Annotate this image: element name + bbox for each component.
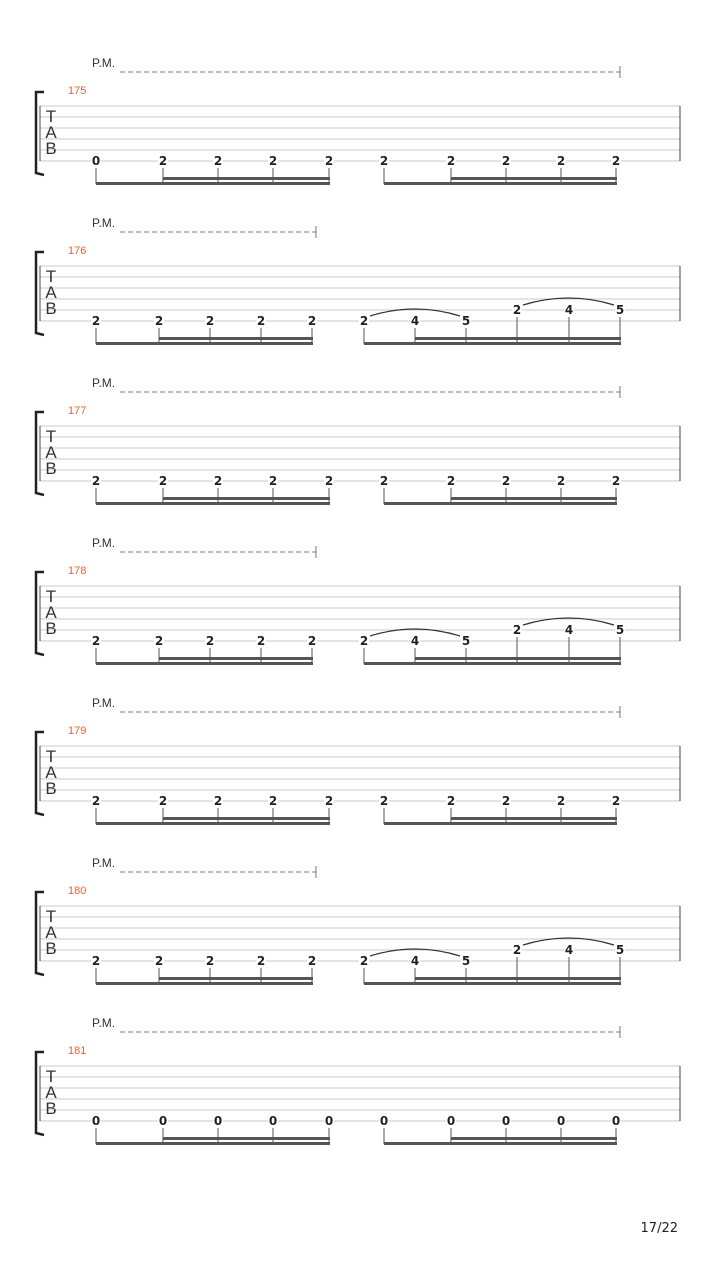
fret-number: 2 <box>359 314 369 328</box>
fret-number: 2 <box>205 634 215 648</box>
tab-system <box>36 696 680 825</box>
measure-number: 178 <box>68 565 87 577</box>
fret-number: 5 <box>461 314 471 328</box>
fret-number: 2 <box>446 474 456 488</box>
clef-letter-b: B <box>45 459 57 478</box>
fret-number: 0 <box>213 1114 223 1128</box>
fret-number: 2 <box>324 154 334 168</box>
fret-number: 2 <box>307 314 317 328</box>
fret-number: 2 <box>91 314 101 328</box>
measure-number: 175 <box>68 85 87 97</box>
palm-mute-label: P.M. <box>92 536 116 550</box>
tab-system <box>36 216 680 345</box>
fret-number: 0 <box>91 1114 101 1128</box>
fret-number: 4 <box>410 634 420 648</box>
beam-primary <box>384 822 617 825</box>
beam-primary <box>364 342 621 345</box>
fret-number: 4 <box>564 303 574 317</box>
fret-number: 2 <box>213 474 223 488</box>
fret-number: 2 <box>91 474 101 488</box>
beam-secondary <box>415 977 621 980</box>
beam-secondary <box>159 977 313 980</box>
fret-number: 2 <box>268 154 278 168</box>
clef-letter-a: A <box>45 123 57 142</box>
measure-number: 176 <box>68 245 87 257</box>
fret-number: 0 <box>556 1114 566 1128</box>
palm-mute-label: P.M. <box>92 216 116 230</box>
tab-system <box>36 1016 680 1145</box>
palm-mute-label: P.M. <box>92 696 116 710</box>
fret-number: 2 <box>512 623 522 637</box>
clef-letter-b: B <box>45 139 57 158</box>
fret-number: 2 <box>154 954 164 968</box>
tab-system <box>36 536 680 665</box>
fret-number: 0 <box>91 154 101 168</box>
fret-number: 5 <box>615 943 625 957</box>
clef-letter-t: T <box>45 1067 57 1086</box>
beam-secondary <box>451 1137 617 1140</box>
beam-secondary <box>163 1137 330 1140</box>
clef-letter-a: A <box>45 603 57 622</box>
beam-primary <box>96 822 330 825</box>
fret-number: 5 <box>615 623 625 637</box>
beam-primary <box>384 502 617 505</box>
clef-letter-a: A <box>45 443 57 462</box>
clef-letter-b: B <box>45 299 57 318</box>
measure-number: 177 <box>68 405 87 417</box>
beam-primary <box>96 182 330 185</box>
beam-secondary <box>159 657 313 660</box>
fret-number: 2 <box>359 634 369 648</box>
fret-number: 2 <box>512 303 522 317</box>
beam-primary <box>96 662 313 665</box>
fret-number: 0 <box>379 1114 389 1128</box>
fret-number: 2 <box>512 943 522 957</box>
fret-number: 2 <box>213 794 223 808</box>
fret-number: 0 <box>611 1114 621 1128</box>
clef-letter-a: A <box>45 923 57 942</box>
page-number: 17/22 <box>640 1221 678 1236</box>
fret-number: 2 <box>611 474 621 488</box>
fret-number: 0 <box>158 1114 168 1128</box>
tab-system <box>36 56 680 185</box>
fret-number: 0 <box>324 1114 334 1128</box>
fret-number: 2 <box>91 794 101 808</box>
fret-number: 2 <box>611 154 621 168</box>
fret-number: 0 <box>446 1114 456 1128</box>
fret-number: 2 <box>324 794 334 808</box>
fret-number: 2 <box>158 154 168 168</box>
beam-secondary <box>451 497 617 500</box>
measure-number: 181 <box>68 1045 87 1057</box>
fret-number: 2 <box>379 154 389 168</box>
beam-secondary <box>163 177 330 180</box>
fret-number: 5 <box>461 634 471 648</box>
fret-number: 2 <box>446 794 456 808</box>
fret-number: 2 <box>501 474 511 488</box>
clef-letter-a: A <box>45 763 57 782</box>
fret-number: 2 <box>154 634 164 648</box>
beam-primary <box>364 662 621 665</box>
fret-number: 2 <box>324 474 334 488</box>
clef-letter-t: T <box>45 267 57 286</box>
fret-number: 2 <box>307 634 317 648</box>
beam-secondary <box>451 817 617 820</box>
fret-number: 5 <box>615 303 625 317</box>
fret-number: 2 <box>379 794 389 808</box>
beam-secondary <box>415 337 621 340</box>
fret-number: 2 <box>256 634 266 648</box>
fret-number: 2 <box>256 954 266 968</box>
fret-number: 0 <box>501 1114 511 1128</box>
fret-number: 2 <box>205 954 215 968</box>
fret-number: 2 <box>91 634 101 648</box>
beam-primary <box>364 982 621 985</box>
clef-letter-t: T <box>45 427 57 446</box>
fret-number: 2 <box>501 794 511 808</box>
clef-letter-a: A <box>45 1083 57 1102</box>
fret-number: 4 <box>410 314 420 328</box>
beam-secondary <box>159 337 313 340</box>
beam-secondary <box>415 657 621 660</box>
tab-system <box>36 376 680 505</box>
beam-primary <box>384 182 617 185</box>
fret-number: 2 <box>359 954 369 968</box>
beam-secondary <box>163 817 330 820</box>
clef-letter-a: A <box>45 283 57 302</box>
clef-letter-b: B <box>45 1099 57 1118</box>
beam-primary <box>96 502 330 505</box>
clef-letter-t: T <box>45 907 57 926</box>
beam-primary <box>96 982 313 985</box>
beam-primary <box>96 1142 330 1145</box>
beam-secondary <box>163 497 330 500</box>
beam-primary <box>384 1142 617 1145</box>
palm-mute-label: P.M. <box>92 56 116 70</box>
fret-number: 2 <box>205 314 215 328</box>
fret-number: 2 <box>501 154 511 168</box>
palm-mute-label: P.M. <box>92 376 116 390</box>
clef-letter-t: T <box>45 747 57 766</box>
fret-number: 2 <box>213 154 223 168</box>
fret-number: 2 <box>307 954 317 968</box>
fret-number: 4 <box>564 943 574 957</box>
fret-number: 2 <box>91 954 101 968</box>
clef-letter-b: B <box>45 619 57 638</box>
clef-letter-t: T <box>45 587 57 606</box>
fret-number: 2 <box>158 794 168 808</box>
fret-number: 2 <box>611 794 621 808</box>
fret-number: 2 <box>158 474 168 488</box>
beam-secondary <box>451 177 617 180</box>
fret-number: 2 <box>556 154 566 168</box>
measure-number: 180 <box>68 885 87 897</box>
measure-number: 179 <box>68 725 87 737</box>
fret-number: 2 <box>154 314 164 328</box>
fret-number: 2 <box>268 794 278 808</box>
fret-number: 4 <box>564 623 574 637</box>
fret-number: 2 <box>268 474 278 488</box>
tab-system <box>36 856 680 985</box>
beam-primary <box>96 342 313 345</box>
fret-number: 2 <box>379 474 389 488</box>
clef-letter-b: B <box>45 779 57 798</box>
fret-number: 2 <box>446 154 456 168</box>
palm-mute-label: P.M. <box>92 856 116 870</box>
clef-letter-b: B <box>45 939 57 958</box>
fret-number: 2 <box>256 314 266 328</box>
fret-number: 0 <box>268 1114 278 1128</box>
fret-number: 2 <box>556 794 566 808</box>
palm-mute-label: P.M. <box>92 1016 116 1030</box>
fret-number: 2 <box>556 474 566 488</box>
fret-number: 4 <box>410 954 420 968</box>
clef-letter-t: T <box>45 107 57 126</box>
fret-number: 5 <box>461 954 471 968</box>
